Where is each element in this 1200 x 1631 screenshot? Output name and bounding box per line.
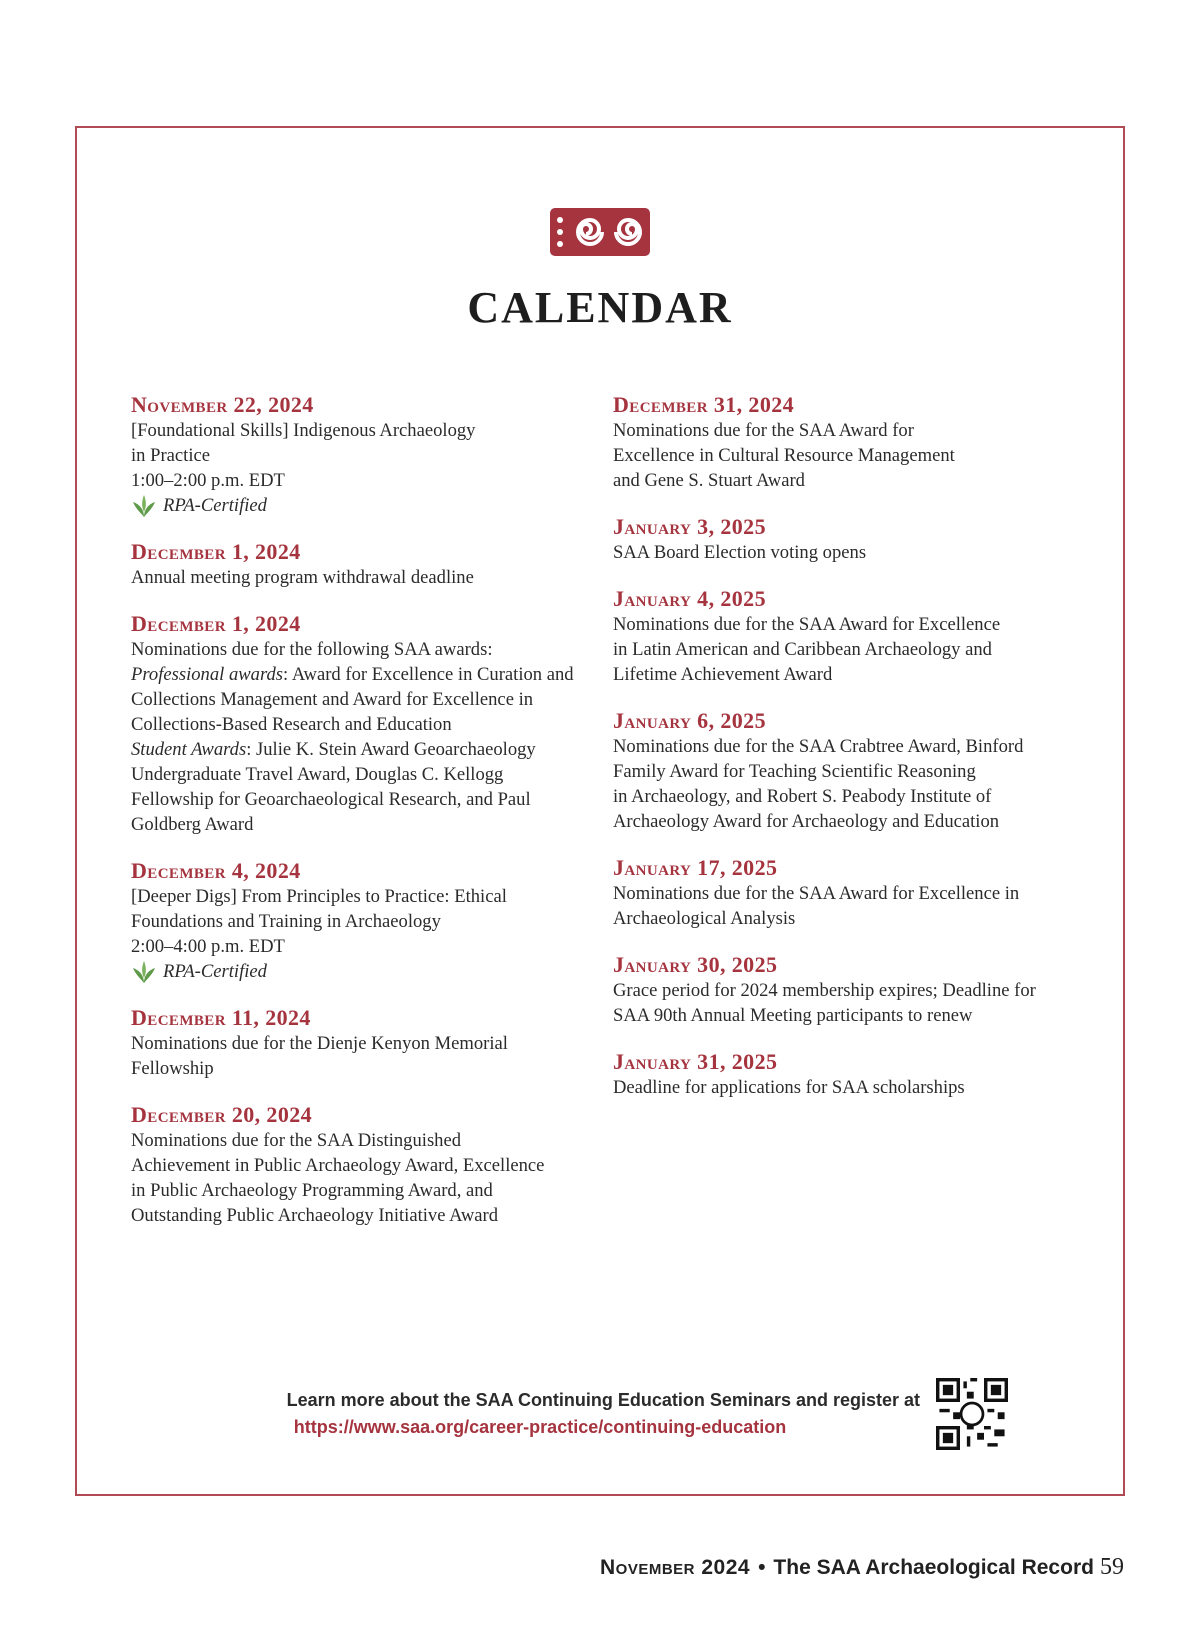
calendar-entry [613,952,1083,1028]
calendar-entry [131,611,601,837]
entry-line: Nominations due for the Dienje Kenyon Memorial [131,1033,508,1054]
entry-line: Family Award for Teaching Scientific Reasoning [613,761,976,782]
calendar-entry [613,855,1083,931]
entry-date: January 30, 2025 [613,952,778,977]
calendar-entry [613,708,1083,834]
entry-line: Deadline for applications for SAA scholarships [613,1077,965,1098]
entry-line: Nominations due for the SAA Award for [613,420,914,441]
qr-code-icon[interactable] [936,1378,1008,1450]
entry-line: Excellence in Cultural Resource Management [613,445,955,466]
rpa-leaf-icon [131,494,157,518]
entry-line: Nominations due for the SAA Distinguished [131,1130,462,1151]
entry-line: and Gene S. Stuart Award [613,470,805,491]
calendar-entry [131,392,601,518]
entry-line: Nominations due for the following SAA awards: [131,639,493,660]
entry-date: January 17, 2025 [613,855,778,880]
entry-line: SAA 90th Annual Meeting participants to renew [613,1005,973,1026]
entry-date: January 6, 2025 [613,708,766,733]
entry-line: in Practice [131,445,210,466]
calendar-entry [613,586,1083,687]
footer-url-link[interactable]: https://www.saa.org/career-practice/continuing-education [293,1417,787,1437]
entry-line: Archaeology Award for Archaeology and Education [613,811,1000,832]
entry-date: November 22, 2024 [131,392,314,417]
entry-date: December 31, 2024 [613,392,795,417]
professional-awards-text: : Award for Excellence in Curation and [283,664,574,685]
calendar-entry [131,1005,601,1081]
saa-spiral-logo-icon [548,206,652,258]
entry-line: Lifetime Achievement Award [613,664,833,685]
calendar-entry [131,1102,601,1228]
entry-line: 2:00–4:00 p.m. EDT [131,936,285,957]
entry-line: Fellowship [131,1058,214,1079]
entry-line: Nominations due for the SAA Award for Excellence [613,614,1001,635]
entry-date: December 11, 2024 [131,1005,311,1030]
professional-awards-label: Professional awards [131,664,284,685]
rpa-certified-badge [131,959,601,984]
entry-line: SAA Board Election voting opens [613,542,867,563]
entry-line: 1:00–2:00 p.m. EDT [131,470,285,491]
entry-line: Foundations and Training in Archaeology [131,911,441,932]
calendar-entry [131,539,601,590]
professional-awards-line [131,662,601,687]
entry-date: December 1, 2024 [131,611,301,636]
entry-line: Nominations due for the SAA Crabtree Award, Binford [613,736,1024,757]
entry-line: Fellowship for Geoarchaeological Research, and Paul [131,789,531,810]
separator-dot: • [758,1556,766,1579]
entry-line: Archaeological Analysis [613,908,796,929]
student-awards-text: : Julie K. Stein Award Geoarchaeology [246,739,536,760]
entry-line: Collections-Based Research and Education [131,714,452,735]
entry-line: in Latin American and Caribbean Archaeology and [613,639,992,660]
entry-line: Grace period for 2024 membership expires; Deadline for [613,980,1036,1001]
running-footer [600,1556,1094,1580]
student-awards-label: Student Awards [131,739,247,760]
entry-line: Annual meeting program withdrawal deadline [131,567,474,588]
calendar-entry [613,1049,1083,1100]
entry-date: December 4, 2024 [131,858,301,883]
entry-date: January 3, 2025 [613,514,766,539]
entry-line: Outstanding Public Archaeology Initiative Award [131,1205,498,1226]
entry-line: Achievement in Public Archaeology Award, Excellence [131,1155,545,1176]
calendar-entry [613,392,1083,493]
publication-name: The SAA Archaeological Record [773,1556,1094,1579]
entry-line: Goldberg Award [131,814,254,835]
rpa-certified-label: RPA-Certified [163,961,267,982]
entry-line: in Archaeology, and Robert S. Peabody Institute of [613,786,992,807]
student-awards-line [131,737,601,762]
rpa-certified-badge [131,493,601,518]
rpa-certified-label: RPA-Certified [163,495,267,516]
entry-date: December 20, 2024 [131,1102,313,1127]
entry-line: Nominations due for the SAA Award for Excellence in [613,883,1020,904]
entry-date: December 1, 2024 [131,539,301,564]
entry-line: [Deeper Digs] From Principles to Practice: Ethical [131,886,507,907]
issue-month: November 2024 [600,1556,751,1579]
rpa-leaf-icon [131,960,157,984]
right-column [613,392,1083,1121]
page-number: 59 [1100,1554,1124,1580]
entry-line: in Public Archaeology Programming Award, and [131,1180,493,1201]
entry-line: Collections Management and Award for Excellence in [131,689,534,710]
entry-date: January 31, 2025 [613,1049,778,1074]
left-column [131,392,601,1249]
entry-line: Undergraduate Travel Award, Douglas C. Kellogg [131,764,504,785]
entry-line: [Foundational Skills] Indigenous Archaeology [131,420,476,441]
entry-date: January 4, 2025 [613,586,766,611]
calendar-entry [613,514,1083,565]
footer-text: Learn more about the SAA Continuing Education Seminars and register at [286,1390,920,1410]
calendar-entry [131,858,601,984]
page-title: CALENDAR [467,283,733,332]
